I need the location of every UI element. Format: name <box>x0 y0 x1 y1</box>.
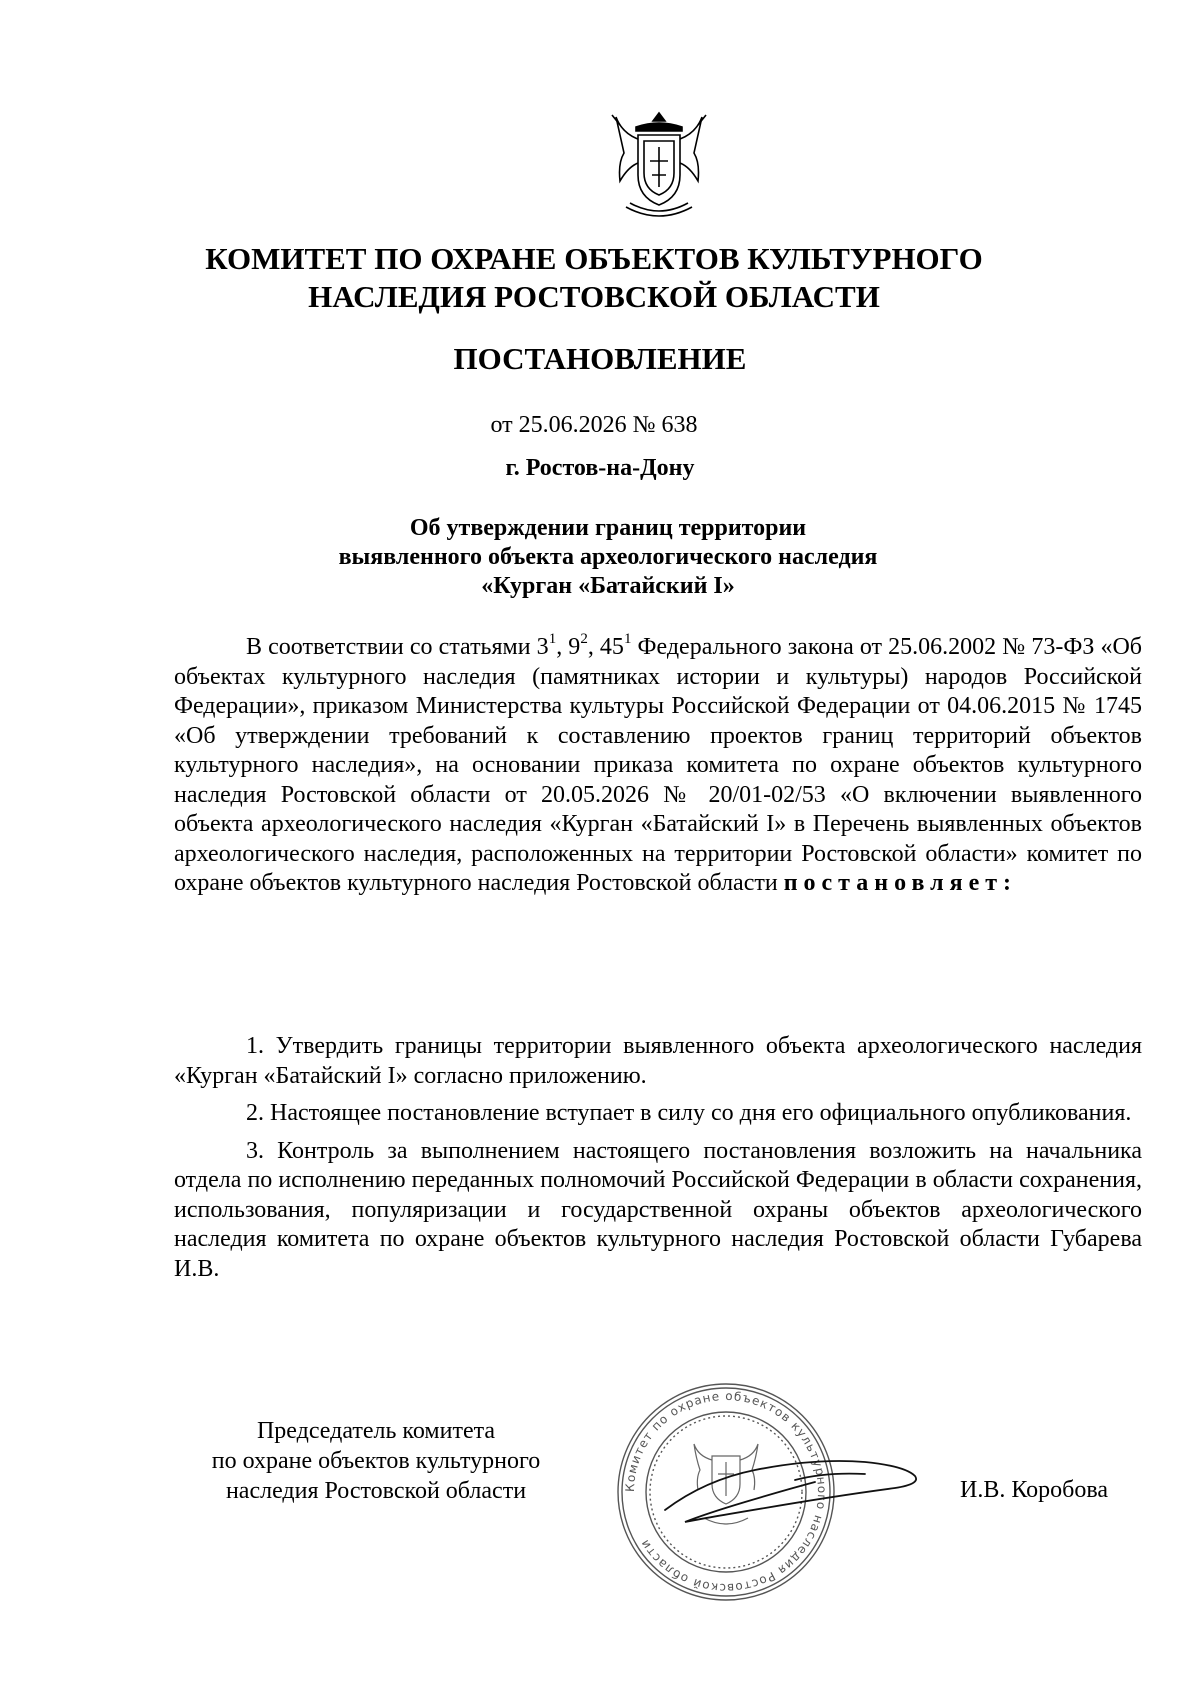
superscript-1: 1 <box>548 631 557 647</box>
signer-title <box>166 1416 586 1506</box>
superscript-2: 2 <box>580 631 588 647</box>
coat-of-arms-icon <box>600 105 718 223</box>
resolution-item-3: 3. Контроль за выполнением настоящего постановления возложить на начальника отдела по исполнению переданных полномочий Российской Федерации в области сохранения, использования, популяризации и государственной охраны объектов археологического наследия комитета по охране объектов культурного наследия Ростовской области Губарева И.В. <box>174 1137 1142 1282</box>
superscript-3: 1 <box>623 631 632 647</box>
organization-name-line2: НАСЛЕДИЯ РОСТОВСКОЙ ОБЛАСТИ <box>308 279 880 314</box>
resolution-item-1: 1. Утвердить границы территории выявленного объекта археологического наследия «Курган «Батайский I» согласно приложению. <box>174 1033 1142 1089</box>
resolution-items <box>174 1032 1142 1292</box>
document-type: ПОСТАНОВЛЕНИЕ <box>453 341 747 376</box>
signer-name: И.В. Коробова <box>960 1477 1109 1503</box>
seal-text: Комитет по охране объектов культурного наследия Ростовской области <box>622 1388 830 1596</box>
preamble <box>174 633 1142 899</box>
resolves-word: постановляет: <box>783 870 1018 896</box>
resolution-item-2: 2. Настоящее постановление вступает в силу со дня его официального опубликования. <box>246 1100 1132 1126</box>
signer-title-line1: Председатель комитета <box>256 1418 496 1444</box>
preamble-text-4: Федерального закона от 25.06.2002 № 73-ФЗ «Об объектах культурного наследия (памятниках истории и культуры) народов Российской Федерации», приказом Министерства культуры Российской Федерации от 04.06.2015 № 1745 «Об утверждении требований к составлению проектов границ территорий объектов культурного наследия», на основании приказа комитета по охране объектов культурного наследия Ростовской области от 20.05.2026 № 20/01-02/53 «О включении выявленного объекта археологического наследия «Курган «Батайский I» в Перечень выявленных объектов археологического наследия, расположенных на территории Ростовской области» комитет по охране объектов культурного наследия Ростовской области <box>174 634 1143 896</box>
signer-title-line2: по охране объектов культурного <box>211 1448 541 1474</box>
preamble-paragraph <box>174 633 1142 899</box>
subject-line3: «Курган «Батайский I» <box>481 573 735 599</box>
preamble-text-3: , 45 <box>587 634 624 660</box>
organization-name-line1: КОМИТЕТ ПО ОХРАНЕ ОБЪЕКТОВ КУЛЬТУРНОГО <box>205 241 983 276</box>
subject-line2: выявленного объекта археологического наследия <box>338 544 878 570</box>
subject-line1: Об утверждении границ территории <box>409 515 807 541</box>
date-and-number: от 25.06.2026 № 638 <box>490 412 698 438</box>
handwritten-signature-icon <box>645 1440 945 1550</box>
preamble-text-2: , 9 <box>556 634 581 660</box>
preamble-text-1: В соответствии со статьями 3 <box>246 634 549 660</box>
city: г. Ростов-на-Дону <box>505 455 695 481</box>
signer-title-line3: наследия Ростовской области <box>225 1478 527 1504</box>
